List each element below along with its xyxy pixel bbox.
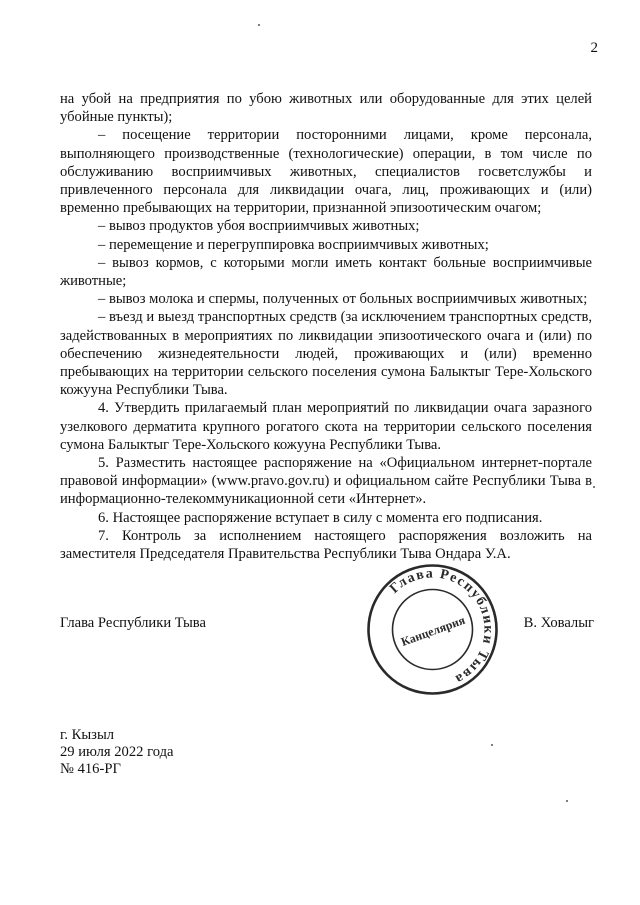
- paragraph-item-5: 5. Разместить настоящее распоряжение на «Официальном интернет-портале правовой информации» (www.pravo.gov.ru) и официальном сайте Республики Тыва в информационно-телекоммуникационной сети «Интернет».: [60, 455, 592, 508]
- stamp-outer-text: Глава Республики Тыва: [387, 566, 496, 687]
- page-number: 2: [590, 40, 598, 56]
- scan-speck: [258, 24, 260, 26]
- scan-speck: [566, 800, 568, 802]
- footer-number: № 416-РГ: [60, 761, 121, 777]
- paragraph-visit-restriction: – посещение территории посторонними лицами, кроме персонала, выполняющего производственные (технологические) операции, в том числе по обслуживанию восприимчивых животных, специалистов госветслужбы и привлеченного персонала для ликвидации очага, лиц, проживающих и (или) временно пребывающих на территории, признанной эпизоотическим очагом;: [60, 127, 592, 217]
- paragraph-slaughter-products: – вывоз продуктов убоя восприимчивых животных;: [98, 218, 420, 235]
- paragraph-item-7: 7. Контроль за исполнением настоящего распоряжения возложить на заместителя Председателя Правительства Республики Тыва Ондара У.А.: [60, 527, 592, 563]
- paragraph-regrouping: – перемещение и перегруппировка восприимчивых животных;: [98, 236, 489, 253]
- paragraph-item-4: 4. Утвердить прилагаемый план мероприятий по ликвидации очага заразного узелкового дерматита крупного рогатого скота на территории сельского поселения сумона Балыктыг Тере-Хольского кожууна Республики Тыва.: [60, 400, 592, 453]
- document-footer: [60, 727, 173, 778]
- signatory-name: В. Ховалыг: [523, 615, 594, 631]
- scan-speck: [491, 744, 493, 746]
- stamp-inner-text: Канцелярия: [399, 612, 467, 649]
- paragraph-milk-export: – вывоз молока и спермы, полученных от больных восприимчивых животных;: [98, 291, 588, 308]
- paragraph-feed-export: – вывоз кормов, с которыми могли иметь контакт больные восприимчивые животные;: [60, 254, 592, 290]
- paragraph-item-6: 6. Настоящее распоряжение вступает в силу с момента его подписания.: [98, 509, 543, 526]
- signatory-position: Глава Республики Тыва: [60, 615, 206, 631]
- scan-speck: [593, 486, 595, 488]
- paragraph-vehicle-entry: – въезд и выезд транспортных средств (за исключением транспортных средств, задействованных в мероприятиях по ликвидации эпизоотического очага и (или) по обеспечению жизнедеятельности людей, проживающих и (или) временно пребывающих на территории сельского поселения сумона Балыктыг Тере-Хольского кожууна Республики Тыва.: [60, 309, 592, 399]
- office-stamp: [365, 562, 500, 697]
- paragraph-continuation: на убой на предприятия по убою животных или оборудованные для этих целей убойные пункты);: [60, 91, 592, 126]
- footer-city: г. Кызыл: [60, 727, 115, 743]
- footer-date: 29 июля 2022 года: [60, 744, 174, 760]
- document-body: [60, 90, 592, 563]
